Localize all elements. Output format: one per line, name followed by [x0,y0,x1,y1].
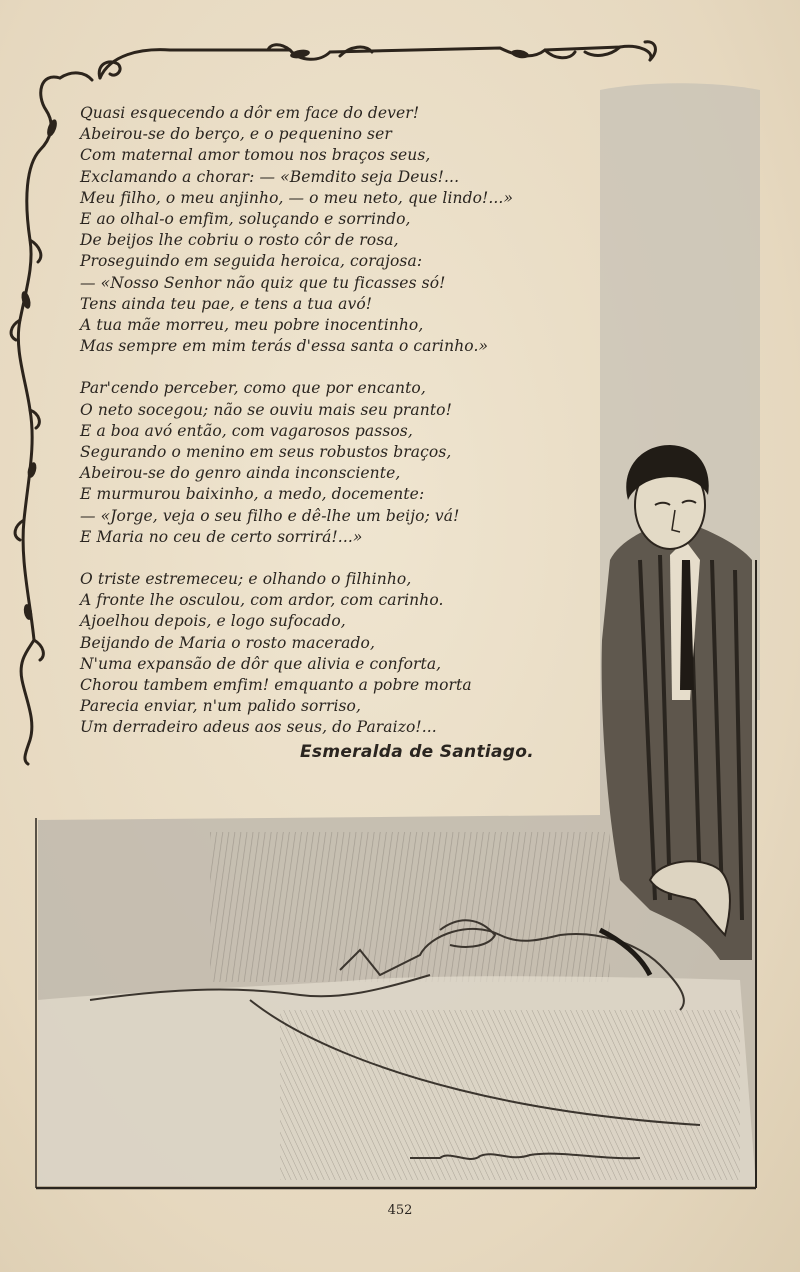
page-number: 452 [387,1203,413,1218]
poem-line: Proseguindo em seguida heroica, corajosa: [80,252,423,271]
poem-line: Beijando de Maria o rosto macerado, [80,633,375,652]
poem-line: Tens ainda teu pae, e tens a tua avó! [80,294,373,313]
poem-line: A fronte lhe osculou, com ardor, com carinho. [80,591,444,610]
poem-line: E Maria no ceu de certo sorrirá!...» [80,527,363,546]
poem-line: Meu filho, o meu anjinho, — o meu neto, que lindo!...» [80,188,514,207]
stanza-3 [80,569,600,739]
poem-line: Chorou tambem emfim! emquanto a pobre morta [80,676,472,695]
poem-line: E ao olhal-o emfim, soluçando e sorrindo, [80,210,411,229]
poem-line: Mas sempre em mim terás d'essa santa o carinho.» [80,337,489,356]
stanza-2 [80,378,600,548]
poem-line: N'uma expansão de dôr que alivia e conforta, [80,654,442,673]
poem-line: — «Jorge, veja o seu filho e dê-lhe um beijo; vá! [80,506,460,525]
poem-line: Com maternal amor tomou nos braços seus, [80,146,431,165]
poem [80,103,600,760]
poem-line: Parecia enviar, n'um palido sorriso, [80,697,362,716]
poem-line: E murmurou baixinho, a medo, docemente: [80,485,425,504]
author-signature: Esmeralda de Santiago. [300,742,534,762]
poem-line: Quasi esquecendo a dôr em face do dever! [80,104,420,122]
poem-line: Segurando o menino em seus robustos braços, [80,443,452,462]
poem-line: Par'cendo perceber, como que por encanto, [80,379,426,398]
poem-line: Abeirou-se do genro ainda inconsciente, [80,464,401,483]
poem-line: De beijos lhe cobriu o rosto côr de rosa, [80,231,399,250]
poem-line: E a boa avó então, com vagarosos passos, [80,421,413,440]
poem-line: Um derradeiro adeus aos seus, do Paraizo!... [80,718,437,737]
sheet-hatching [280,1010,740,1180]
poem-line: Ajoelhou depois, e logo sufocado, [80,612,346,631]
poem-line: Exclamando a chorar: — «Bemdito seja Deus!... [80,167,460,186]
poem-line: O triste estremeceu; e olhando o filhinho, [80,570,412,589]
poem-line: — «Nosso Senhor não quiz que tu ficasses só! [80,273,446,292]
poem-line: O neto socegou; não se ouviu mais seu pranto! [80,400,452,419]
poem-line: Abeirou-se do berço, e o pequenino ser [80,125,392,144]
poem-line: A tua mãe morreu, meu pobre inocentinho, [80,316,424,335]
stanza-1 [80,103,600,357]
